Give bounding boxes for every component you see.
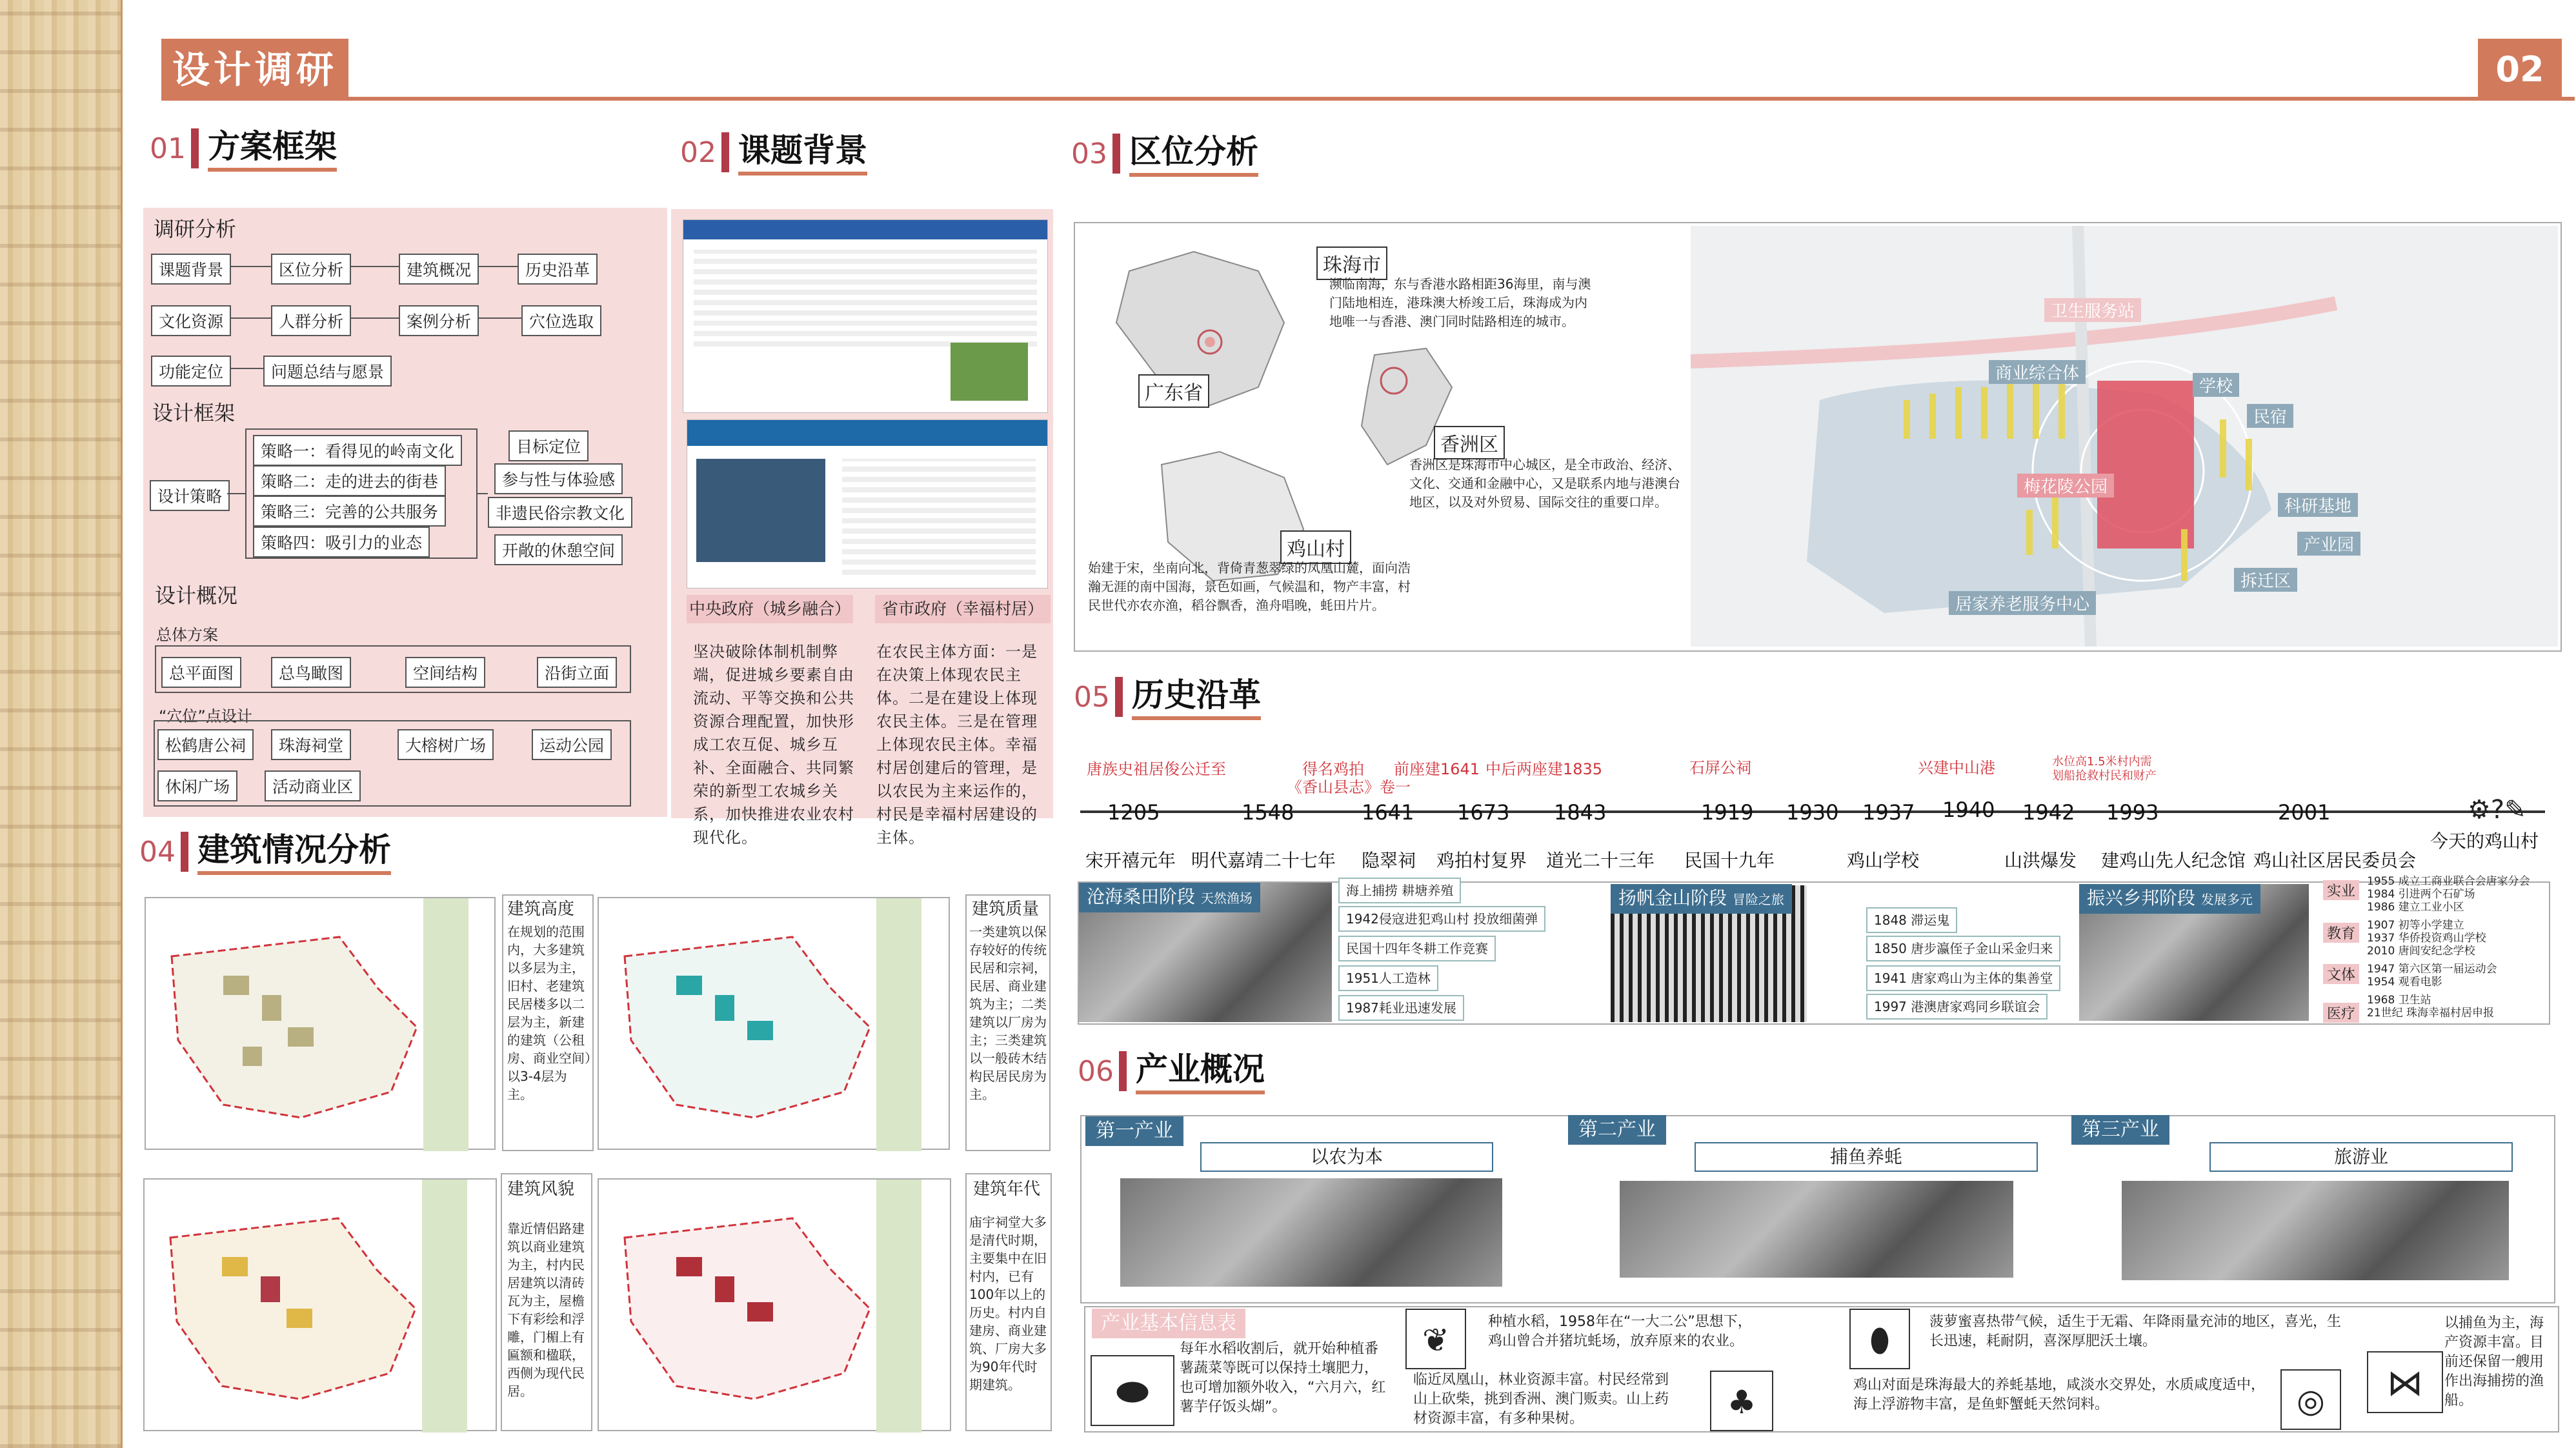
timeline-bottom-event: 明代嘉靖二十七年 [1191,850,1336,871]
age-text: 庙宇祠堂大多是清代时期，主要集中在旧村内，已有100年以上的历史。村内自建房、商业建筑、厂房大多为90年代时期建筑。 [969,1214,1047,1393]
fw-box: 区位分析 [271,254,351,285]
industry-photo-secondary [1620,1181,2013,1278]
fw-box: 穴位选取 [521,305,601,336]
jackfruit-icon: ⬮ [1849,1309,1910,1369]
design-heading: 设计框架 [152,401,236,425]
industry-info-text: 临近凤凰山，林业资源丰富。村民经常到山上砍柴，挑到香洲、澳门贩卖。山上药材资源丰富，有多种果树。 [1413,1372,1669,1427]
map-label: 卫生服务站 [2044,298,2141,322]
label-guangdong: 广东省 [1138,374,1209,408]
industry-info-text: 每年水稻收割后，就开始种植番薯蔬菜等既可以保持土壤肥力，也可增加额外收入，“六月六，红薯芋仔饭头煳”。 [1180,1341,1386,1415]
point-item: 运动公园 [532,729,612,760]
industry-info-title: 产业基本信息表 [1092,1309,1245,1338]
stage1-event: 民国十四年冬耕工作竞赛 [1338,936,1496,961]
stage1-label: 沧海桑田阶段 天然渔场 [1079,883,1260,912]
timeline-bottom-event: 隐翠祠 [1362,850,1416,871]
stage2-event: 1941 唐家鸡山为主体的集善堂 [1866,965,2060,991]
section-framework-title: 01 方案框架 [150,123,337,174]
height-text: 在规划的范围内，大多建筑以多层为主，旧村、老建筑民居楼多以二层为主，新建的建筑（公租房、商业空间）以3-4层为主。 [507,924,591,1102]
industry-tab-tertiary: 第三产业 [2071,1115,2169,1145]
sweet-potato-icon: ⬬ [1091,1355,1174,1426]
background-text-central: 坚决破除体制机制弊端，促进城乡要素自由流动、平等交换和公共资源合理配置，加快形成工农互促、城乡互补、全面融合、共同繁荣的新型工农城乡关系，加快推进农业农村现代化。 [693,643,854,847]
stage1-event: 1951人工造林 [1338,965,1438,991]
text-jishan: 始建于宋，坐南向北，背倚青葱翠绿的凤凰山麓，面向浩瀚无涯的南中国海，景色如画，气候温和，物产丰富，村民世代亦农亦渔，稻谷飘香，渔舟唱晚，蚝田片片。 [1088,560,1411,613]
timeline-bottom-event: 道光二十三年 [1546,850,1655,871]
point-item: 大榕树广场 [397,729,494,760]
building-style-map [143,1178,497,1431]
section-history-title: 05 历史沿革 [1074,671,1261,723]
goal-item: 非遗民俗宗教文化 [488,497,632,528]
map-label: 拆迁区 [2234,568,2297,592]
goal-item: 参与性与体验感 [494,463,623,494]
stage1-event: 1987耗业迅速发展 [1338,995,1464,1021]
province-website-screenshot [687,419,1048,588]
timeline-top-event: 划船抢救村民和财产 [2052,769,2157,783]
section-location-title: 03 区位分析 [1071,128,1258,179]
age-title: 建筑年代 [973,1180,1041,1199]
goal-item: 开敞的休憩空间 [494,534,623,565]
stage2-event: 1997 港澳唐家鸡同乡联谊会 [1866,994,2048,1020]
fw-box: 案例分析 [399,305,479,336]
section-buildings-title: 04 建筑情况分析 [139,826,391,878]
style-title: 建筑风貌 [507,1180,575,1199]
timeline-year: 1919 [1701,800,1754,825]
strategy-item: 策略一：看得见的岭南文化 [253,435,462,466]
forest-icon: ♣ [1710,1371,1773,1431]
timeline-top-event: 前座建1641 [1394,760,1480,778]
tag-central-government: 中央政府（城乡融合） [687,595,853,623]
quality-text: 一类建筑以保存较好的传统民居和宗祠，民居、商业建筑为主；二类建筑以厂房为主；三类建筑以一般砖木结构民居民房为主。 [969,924,1047,1102]
fw-box: 建筑概况 [399,254,479,285]
industry-photo-primary [1120,1178,1502,1287]
timeline-bottom-event: 山洪爆发 [2004,850,2077,871]
fw-box: 问题总结与愿景 [263,356,392,387]
stage1-event: 1942侵寇进犯鸡山村 投放细菌弹 [1338,906,1545,932]
industry-info-text: 鸡山对面是珠海最大的养蚝基地，咸淡水交界处，水质咸度适中，海上浮游物丰富，是鱼虾蟹蚝天然饲料。 [1853,1377,2266,1413]
timeline-top-event: 石屏公祠 [1689,759,1751,777]
industry-info-text: 种植水稻，1958年在“一大二公”思想下，鸡山曾合并猪坑蚝场，放弃原来的农业。 [1488,1314,1752,1349]
industry-photo-tertiary [2122,1181,2509,1280]
fw-box: 人群分析 [271,305,351,336]
label-jishan: 鸡山村 [1280,530,1351,564]
fw-box: 文化资源 [151,305,231,336]
stage3-label: 振兴乡邦阶段 发展多元 [2079,884,2260,914]
map-label: 商业综合体 [1989,360,2086,384]
strategy-label: 设计策略 [150,480,230,511]
timeline-year: 1673 [1457,800,1510,825]
stage3-category: 文体 [2323,964,2359,984]
building-quality-map [598,897,950,1150]
building-age-map [598,1178,951,1431]
rice-icon: ❦ [1405,1309,1466,1369]
timeline-bottom-event: 民国十九年 [1684,850,1775,871]
timeline-bottom-event: 鸡拍村复界 [1436,850,1527,871]
building-height-map [145,897,496,1150]
map-label: 科研基地 [2278,493,2358,517]
timeline-bottom-event: 鸡山学校 [1847,850,1920,871]
strategy-item: 策略四：吸引力的业态 [253,527,430,558]
industry-tab-primary: 第一产业 [1085,1116,1183,1146]
timeline-top-event: 水位高1.5米村内需 [2052,755,2152,769]
timeline-top-event: 《香山县志》卷一 [1287,778,1411,796]
government-website-screenshot [683,219,1048,413]
tag-provincial-government: 省市政府（幸福村居） [875,595,1051,623]
point-item: 休闲广场 [157,770,237,801]
timeline-bottom-event: 今天的鸡山村 [2430,830,2539,852]
timeline-year: 1993 [2106,800,2159,825]
point-item: 活动商业区 [265,770,361,801]
map-label: 居家养老服务中心 [1949,591,2096,615]
stage1-event: 海上捕捞 耕塘养殖 [1338,878,1461,903]
fish-icon: ⋈ [2367,1351,2443,1413]
fw-box: 课题背景 [151,254,231,285]
map-label: 民宿 [2247,404,2293,428]
research-heading: 调研分析 [154,217,237,241]
timeline-year: 1940 [1942,798,1995,822]
timeline-year: 1548 [1242,800,1294,825]
decorative-painting-strip [0,0,123,1448]
map-label: 梅花陵公园 [2017,474,2114,498]
industry-arrow-tertiary: 旅游业 [2209,1142,2513,1172]
strategy-item: 策略三：完善的公共服务 [253,496,446,527]
timeline-year: 1930 [1786,800,1839,825]
timeline-top-event: 唐族史祖居俊公迁至 [1087,760,1226,778]
goal-label: 目标定位 [508,430,589,461]
timeline-year: 1942 [2022,800,2075,825]
timeline-bottom-event: 建鸡山先人纪念馆 [2101,850,2246,871]
section-industry-title: 06 产业概况 [1078,1045,1265,1097]
height-title: 建筑高度 [507,900,575,919]
fw-box: 功能定位 [151,356,231,387]
industry-tab-secondary: 第二产业 [1568,1115,1666,1145]
oyster-icon: ◎ [2280,1369,2341,1430]
industry-info-text: 菠萝蜜喜热带气候，适生于无霜、年降雨量充沛的地区，喜光，生长迅速，耗耐阴，喜深厚肥沃土壤。 [1929,1314,2342,1349]
timeline-top-event: 得名鸡拍 [1302,760,1364,778]
stage2-event: 1848 滞运鬼 [1866,907,1957,933]
stage3-events: 1955 成立工商业联合会唐家分会 1984 引进两个石矿场 1986 建立工业小区 1907 初等小学建立 1937 华侨投资鸡山学校 2010 唐闾安纪念学校 1947 第六区第一届运动会 1954 观看电影 1968 卫生站 21世纪 珠海幸福村居申报 [2367,875,2530,1020]
plan-heading: 总体方案 [156,626,218,644]
map-label: 产业园 [2297,532,2360,556]
header-rule [161,97,2575,101]
label-xiangzhou: 香洲区 [1434,426,1505,459]
background-text-provincial: 在农民主体方面：一是在决策上体现农民主体。二是在建设上体现农民主体。三是在管理上体现农民主体。幸福村居创建后的管理，是以农民为主来运作的，村民是幸福村居建设的主体。 [876,643,1038,847]
plan-item: 总平面图 [161,657,241,688]
plan-item: 总鸟瞰图 [271,657,351,688]
text-zhuhai: 濒临南海，东与香港水路相距36海里，南与澳门陆地相连，港珠澳大桥竣工后，珠海成为内地唯一与香港、澳门同时陆路相连的城市。 [1329,276,1591,329]
text-xiangzhou: 香洲区是珠海市中心城区，是全市政治、经济、文化、交通和金融中心，又是联系内地与港澳台地区，以及对外贸易、国际交往的重要口岸。 [1409,457,1680,510]
page-title: 设计调研 [161,39,348,101]
stage3-category: 医疗 [2323,1003,2359,1023]
timeline-year: 1641 [1362,800,1414,825]
point-item: 珠海祠堂 [271,729,351,760]
industry-info-text: 以捕鱼为主，海产资源丰富。目前还保留一艘用作出海捕捞的渔船。 [2444,1315,2544,1409]
plan-item: 空间结构 [405,657,485,688]
timeline-year: 1937 [1862,800,1915,825]
industry-arrow-secondary: 捕鱼养蚝 [1695,1142,2038,1172]
fw-box: 历史沿革 [518,254,598,285]
label-zhuhai: 珠海市 [1316,246,1387,280]
stage3-category: 实业 [2323,880,2359,900]
map-label: 学校 [2193,373,2239,397]
timeline-bottom-event: 宋开禧元年 [1085,850,1176,871]
timeline-year: 2001 [2278,800,2331,825]
industry-arrow-primary: 以农为本 [1200,1142,1493,1172]
overview-heading: 设计概况 [155,583,238,608]
stage2-event: 1850 唐步瀛侄子金山采金归来 [1866,936,2060,961]
timeline-year: 1205 [1107,800,1160,825]
timeline-top-event: 中后两座建1835 [1485,760,1603,778]
points-heading: “穴位”点设计 [159,707,252,725]
timeline-bottom-event: 鸡山社区居民委员会 [2253,850,2417,871]
site-aerial-map [1691,226,2558,647]
page-number: 02 [2478,39,2562,101]
timeline-top-event: 兴建中山港 [1918,759,1995,777]
question-icon: ⚙?✎ [2468,795,2526,825]
quality-title: 建筑质量 [972,900,1040,919]
stage2-label: 扬帆金山阶段 冒险之旅 [1611,884,1792,914]
plan-item: 沿街立面 [537,657,617,688]
style-text: 靠近情侣路建筑以商业建筑为主，村内民居建筑以清砖瓦为主，屋檐下有彩绘和浮雕，门楣上有匾额和楹联，西侧为现代民居。 [507,1221,585,1399]
stage3-category: 教育 [2323,923,2359,943]
section-background-title: 02 课题背景 [680,126,867,178]
strategy-item: 策略二：走的进去的街巷 [253,465,446,496]
timeline-year: 1843 [1554,800,1607,825]
point-item: 松鹤唐公祠 [157,729,254,760]
